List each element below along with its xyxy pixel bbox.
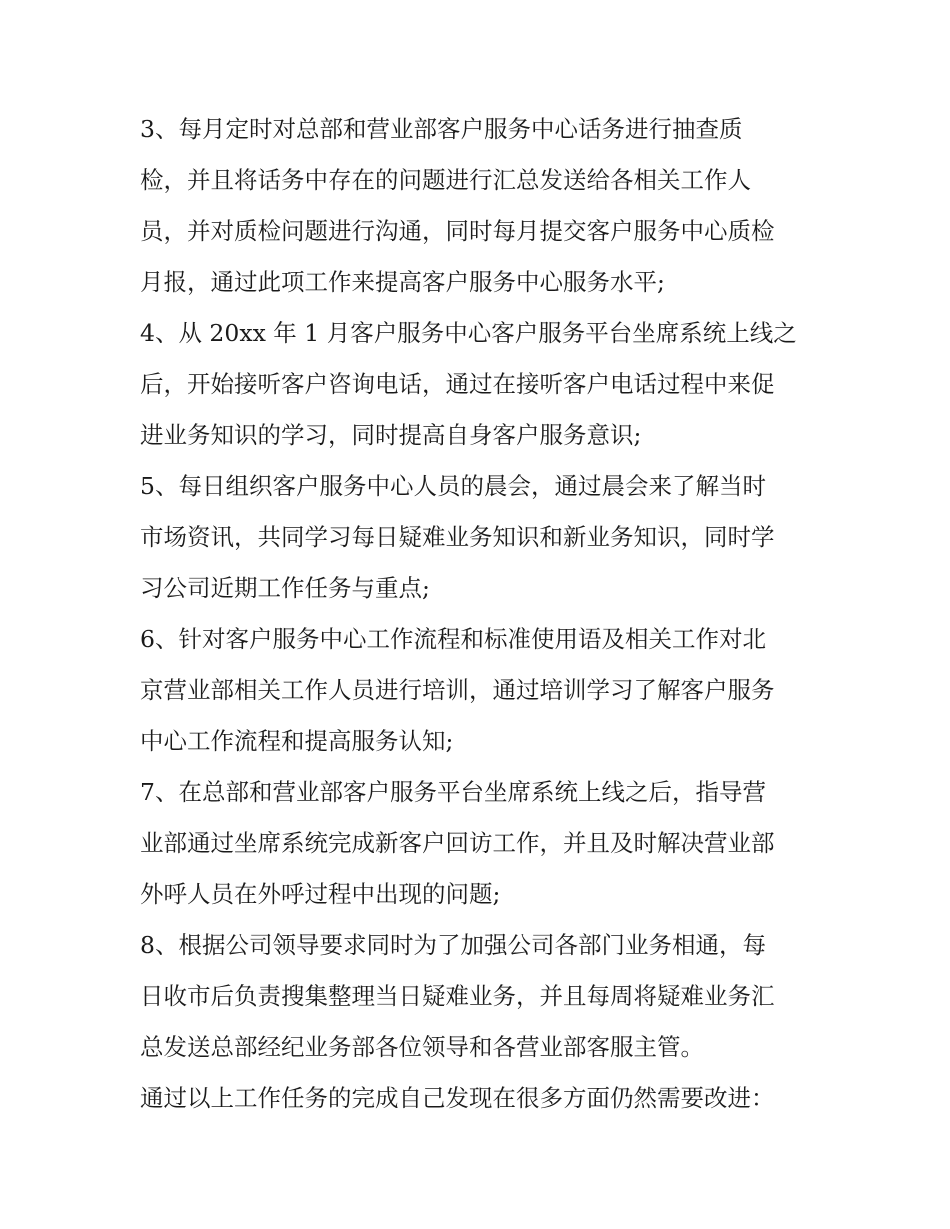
- text-line: 业部通过坐席系统完成新客户回访工作，并且及时解决营业部: [140, 829, 775, 857]
- text-line: 3、每月定时对总部和营业部客户服务中心话务进行抽查质: [140, 115, 743, 143]
- text-line: 日收市后负责搜集整理当日疑难业务，并且每周将疑难业务汇: [140, 982, 775, 1010]
- text-line: 月报，通过此项工作来提高客户服务中心服务水平;: [140, 268, 665, 296]
- document-body: [140, 104, 820, 1124]
- text-line: 总发送总部经纪业务部各位领导和各营业部客服主管。: [140, 1033, 704, 1061]
- text-line: 进业务知识的学习，同时提高自身客户服务意识;: [140, 421, 642, 449]
- text-line: 通过以上工作任务的完成自己发现在很多方面仍然需要改进：: [140, 1084, 775, 1112]
- text-line: 习公司近期工作任务与重点;: [140, 574, 430, 602]
- text-line: 检，并且将话务中存在的问题进行汇总发送给各相关工作人: [140, 166, 751, 194]
- text-line: 外呼人员在外呼过程中出现的问题;: [140, 880, 501, 908]
- text-line: 员，并对质检问题进行沟通，同时每月提交客户服务中心质检: [140, 217, 775, 245]
- text-line: 中心工作流程和提高服务认知;: [140, 727, 454, 755]
- text-line: 后，开始接听客户咨询电话，通过在接听客户电话过程中来促: [140, 370, 775, 398]
- text-line: 8、根据公司领导要求同时为了加强公司各部门业务相通，每: [140, 931, 766, 959]
- text-line: 市场资讯，共同学习每日疑难业务知识和新业务知识，同时学: [140, 523, 775, 551]
- text-line: 6、针对客户服务中心工作流程和标准使用语及相关工作对北: [140, 625, 766, 653]
- text-line: 4、从 20xx 年 1 月客户服务中心客户服务平台坐席系统上线之: [140, 319, 797, 347]
- text-line: 7、在总部和营业部客户服务平台坐席系统上线之后，指导营: [140, 778, 766, 806]
- text-line: 京营业部相关工作人员进行培训，通过培训学习了解客户服务: [140, 676, 775, 704]
- text-line: 5、每日组织客户服务中心人员的晨会，通过晨会来了解当时: [140, 472, 766, 500]
